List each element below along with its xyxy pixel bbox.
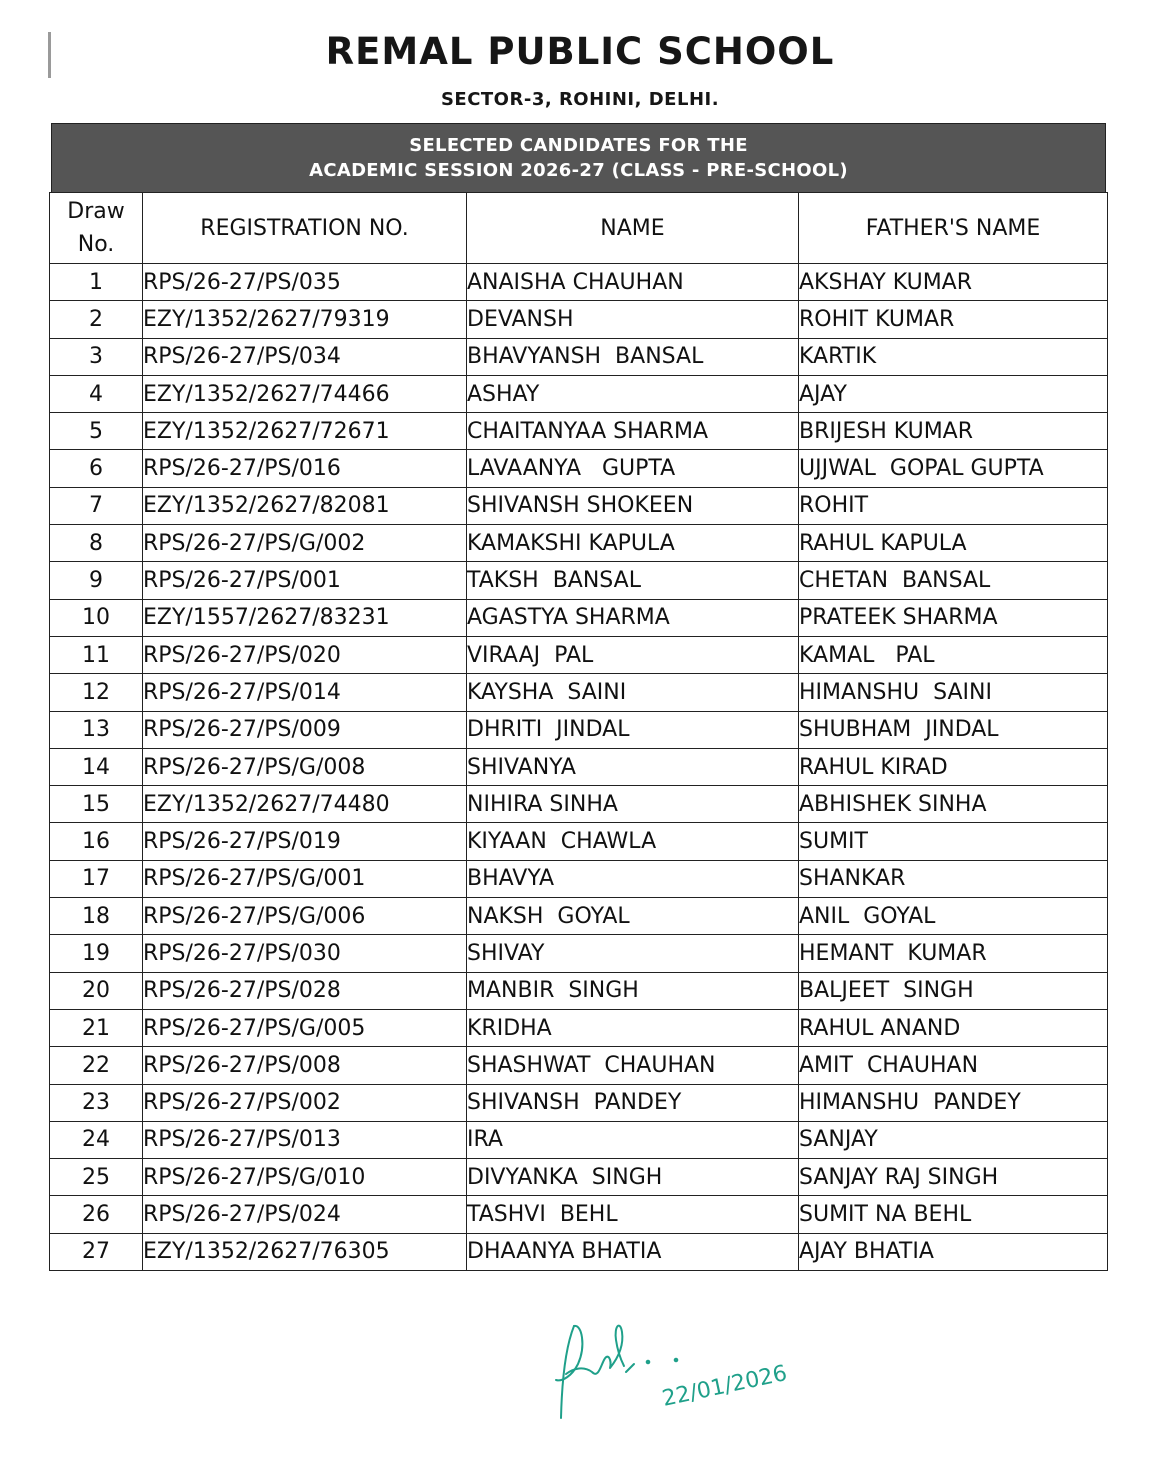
name-cell: DHRITI JINDAL xyxy=(467,711,799,748)
table-row xyxy=(50,562,1108,599)
table-row xyxy=(50,935,1108,972)
father-name-cell: SUMIT xyxy=(799,823,1108,860)
header-draw-line2: No. xyxy=(77,232,115,257)
table-row xyxy=(50,338,1108,375)
registration-cell: RPS/26-27/PS/035 xyxy=(143,264,467,301)
name-cell: SHIVANSH SHOKEEN xyxy=(467,487,799,524)
registration-cell: RPS/26-27/PS/034 xyxy=(143,338,467,375)
name-cell: CHAITANYAA SHARMA xyxy=(467,413,799,450)
registration-cell: RPS/26-27/PS/020 xyxy=(143,636,467,673)
father-name-cell: ROHIT KUMAR xyxy=(799,301,1108,338)
draw-no-cell: 1 xyxy=(50,264,143,301)
name-cell: KAYSHA SAINI xyxy=(467,674,799,711)
draw-no-cell: 25 xyxy=(50,1159,143,1196)
draw-no-cell: 15 xyxy=(50,786,143,823)
registration-cell: RPS/26-27/PS/G/001 xyxy=(143,860,467,897)
registration-cell: EZY/1352/2627/74480 xyxy=(143,786,467,823)
school-name: REMAL PUBLIC SCHOOL xyxy=(325,30,835,73)
banner-line-1: SELECTED CANDIDATES FOR THE xyxy=(409,135,748,156)
table-header-row xyxy=(50,193,1108,264)
signature-strokes xyxy=(556,1326,677,1418)
father-name-cell: ABHISHEK SINHA xyxy=(799,786,1108,823)
draw-no-cell: 16 xyxy=(50,823,143,860)
draw-no-cell: 9 xyxy=(50,562,143,599)
header-draw-line1: Draw xyxy=(67,199,125,224)
table-row xyxy=(50,972,1108,1009)
candidates-table xyxy=(49,192,1108,1271)
draw-no-cell: 22 xyxy=(50,1047,143,1084)
registration-cell: RPS/26-27/PS/014 xyxy=(143,674,467,711)
draw-no-cell: 20 xyxy=(50,972,143,1009)
table-row xyxy=(50,1233,1108,1270)
name-cell: ASHAY xyxy=(467,375,799,412)
father-name-cell: HEMANT KUMAR xyxy=(799,935,1108,972)
name-cell: VIRAAJ PAL xyxy=(467,636,799,673)
table-row xyxy=(50,711,1108,748)
name-cell: TASHVI BEHL xyxy=(467,1196,799,1233)
father-name-cell: AJAY xyxy=(799,375,1108,412)
father-name-cell: UJJWAL GOPAL GUPTA xyxy=(799,450,1108,487)
name-cell: SHIVANYA xyxy=(467,748,799,785)
registration-cell: EZY/1352/2627/72671 xyxy=(143,413,467,450)
father-name-cell: BRIJESH KUMAR xyxy=(799,413,1108,450)
table-row xyxy=(50,1159,1108,1196)
table-row xyxy=(50,898,1108,935)
school-address: SECTOR-3, ROHINI, DELHI. xyxy=(440,89,720,110)
name-cell: NAKSH GOYAL xyxy=(467,898,799,935)
registration-cell: RPS/26-27/PS/001 xyxy=(143,562,467,599)
banner-line-2: ACADEMIC SESSION 2026-27 (CLASS - PRE-SCHOOL) xyxy=(309,160,848,181)
table-row xyxy=(50,375,1108,412)
table-row xyxy=(50,599,1108,636)
table-row xyxy=(50,1121,1108,1158)
name-cell: SHIVANSH PANDEY xyxy=(467,1084,799,1121)
name-cell: NIHIRA SINHA xyxy=(467,786,799,823)
header-name: NAME xyxy=(467,193,799,264)
registration-cell: RPS/26-27/PS/G/006 xyxy=(143,898,467,935)
table-row xyxy=(50,413,1108,450)
draw-no-cell: 11 xyxy=(50,636,143,673)
father-name-cell: KARTIK xyxy=(799,338,1108,375)
father-name-cell: SHUBHAM JINDAL xyxy=(799,711,1108,748)
father-name-cell: BALJEET SINGH xyxy=(799,972,1108,1009)
title-banner xyxy=(51,123,1106,193)
father-name-cell: CHETAN BANSAL xyxy=(799,562,1108,599)
name-cell: KRIDHA xyxy=(467,1009,799,1046)
table-row xyxy=(50,636,1108,673)
draw-no-cell: 23 xyxy=(50,1084,143,1121)
table-row xyxy=(50,1196,1108,1233)
draw-no-cell: 18 xyxy=(50,898,143,935)
table-row xyxy=(50,525,1108,562)
table-row xyxy=(50,301,1108,338)
table-row xyxy=(50,748,1108,785)
name-cell: KIYAAN CHAWLA xyxy=(467,823,799,860)
name-cell: LAVAANYA GUPTA xyxy=(467,450,799,487)
name-cell: KAMAKSHI KAPULA xyxy=(467,525,799,562)
name-cell: MANBIR SINGH xyxy=(467,972,799,1009)
registration-cell: EZY/1352/2627/76305 xyxy=(143,1233,467,1270)
draw-no-cell: 13 xyxy=(50,711,143,748)
table-row xyxy=(50,1047,1108,1084)
draw-no-cell: 17 xyxy=(50,860,143,897)
name-cell: BHAVYANSH BANSAL xyxy=(467,338,799,375)
draw-no-cell: 24 xyxy=(50,1121,143,1158)
header-registration: REGISTRATION NO. xyxy=(143,193,467,264)
name-cell: SHIVAY xyxy=(467,935,799,972)
draw-no-cell: 6 xyxy=(50,450,143,487)
registration-cell: RPS/26-27/PS/G/010 xyxy=(143,1159,467,1196)
header-draw-no xyxy=(50,193,143,264)
registration-cell: RPS/26-27/PS/028 xyxy=(143,972,467,1009)
father-name-cell: ANIL GOYAL xyxy=(799,898,1108,935)
name-cell: AGASTYA SHARMA xyxy=(467,599,799,636)
draw-no-cell: 7 xyxy=(50,487,143,524)
signature-date: 22/01/2026 xyxy=(660,1361,790,1412)
registration-cell: EZY/1352/2627/82081 xyxy=(143,487,467,524)
registration-cell: RPS/26-27/PS/013 xyxy=(143,1121,467,1158)
name-cell: DHAANYA BHATIA xyxy=(467,1233,799,1270)
registration-cell: EZY/1557/2627/83231 xyxy=(143,599,467,636)
father-name-cell: ROHIT xyxy=(799,487,1108,524)
registration-cell: RPS/26-27/PS/016 xyxy=(143,450,467,487)
father-name-cell: PRATEEK SHARMA xyxy=(799,599,1108,636)
father-name-cell: AKSHAY KUMAR xyxy=(799,264,1108,301)
registration-cell: RPS/26-27/PS/G/002 xyxy=(143,525,467,562)
draw-no-cell: 14 xyxy=(50,748,143,785)
name-cell: DIVYANKA SINGH xyxy=(467,1159,799,1196)
draw-no-cell: 5 xyxy=(50,413,143,450)
header-father-name: FATHER'S NAME xyxy=(799,193,1108,264)
father-name-cell: HIMANSHU PANDEY xyxy=(799,1084,1108,1121)
father-name-cell: RAHUL KAPULA xyxy=(799,525,1108,562)
registration-cell: RPS/26-27/PS/008 xyxy=(143,1047,467,1084)
registration-cell: RPS/26-27/PS/019 xyxy=(143,823,467,860)
name-cell: ANAISHA CHAUHAN xyxy=(467,264,799,301)
table-body xyxy=(50,264,1108,1271)
draw-no-cell: 12 xyxy=(50,674,143,711)
name-cell: DEVANSH xyxy=(467,301,799,338)
father-name-cell: RAHUL KIRAD xyxy=(799,748,1108,785)
table-row xyxy=(50,487,1108,524)
draw-no-cell: 27 xyxy=(50,1233,143,1270)
registration-cell: RPS/26-27/PS/002 xyxy=(143,1084,467,1121)
name-cell: IRA xyxy=(467,1121,799,1158)
father-name-cell: AJAY BHATIA xyxy=(799,1233,1108,1270)
name-cell: TAKSH BANSAL xyxy=(467,562,799,599)
draw-no-cell: 19 xyxy=(50,935,143,972)
father-name-cell: SANJAY xyxy=(799,1121,1108,1158)
signature xyxy=(552,1306,812,1428)
registration-cell: RPS/26-27/PS/G/005 xyxy=(143,1009,467,1046)
father-name-cell: RAHUL ANAND xyxy=(799,1009,1108,1046)
father-name-cell: SHANKAR xyxy=(799,860,1108,897)
registration-cell: EZY/1352/2627/74466 xyxy=(143,375,467,412)
draw-no-cell: 8 xyxy=(50,525,143,562)
registration-cell: RPS/26-27/PS/G/008 xyxy=(143,748,467,785)
father-name-cell: AMIT CHAUHAN xyxy=(799,1047,1108,1084)
draw-no-cell: 21 xyxy=(50,1009,143,1046)
father-name-cell: KAMAL PAL xyxy=(799,636,1108,673)
table-row xyxy=(50,1009,1108,1046)
table-row xyxy=(50,264,1108,301)
name-cell: SHASHWAT CHAUHAN xyxy=(467,1047,799,1084)
draw-no-cell: 10 xyxy=(50,599,143,636)
father-name-cell: SUMIT NA BEHL xyxy=(799,1196,1108,1233)
table-row xyxy=(50,860,1108,897)
table-row xyxy=(50,786,1108,823)
father-name-cell: SANJAY RAJ SINGH xyxy=(799,1159,1108,1196)
draw-no-cell: 26 xyxy=(50,1196,143,1233)
table-row xyxy=(50,450,1108,487)
draw-no-cell: 2 xyxy=(50,301,143,338)
registration-cell: RPS/26-27/PS/030 xyxy=(143,935,467,972)
draw-no-cell: 3 xyxy=(50,338,143,375)
table-row xyxy=(50,674,1108,711)
table-row xyxy=(50,1084,1108,1121)
father-name-cell: HIMANSHU SAINI xyxy=(799,674,1108,711)
name-cell: BHAVYA xyxy=(467,860,799,897)
draw-no-cell: 4 xyxy=(50,375,143,412)
registration-cell: RPS/26-27/PS/009 xyxy=(143,711,467,748)
table-row xyxy=(50,823,1108,860)
registration-cell: EZY/1352/2627/79319 xyxy=(143,301,467,338)
registration-cell: RPS/26-27/PS/024 xyxy=(143,1196,467,1233)
